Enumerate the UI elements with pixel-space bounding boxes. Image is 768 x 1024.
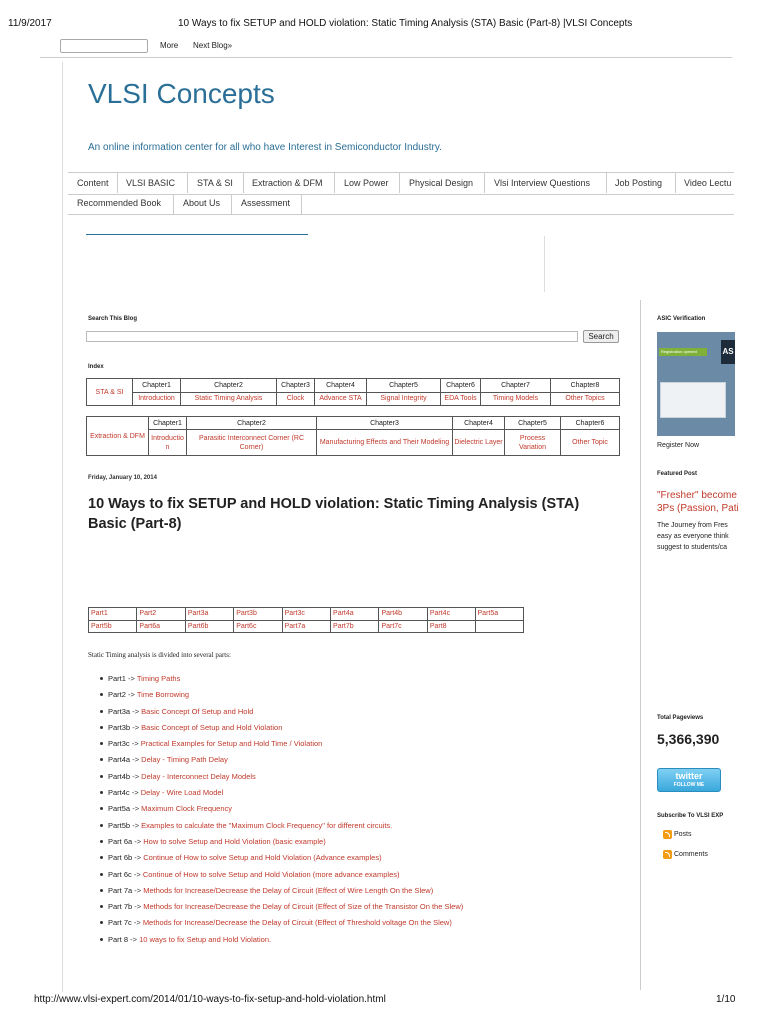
- part-label: Part3c: [108, 739, 130, 749]
- index-chapter-header: Chapter6: [561, 417, 620, 430]
- featured-post-snippet-line3: suggest to students/ca: [657, 544, 728, 551]
- part-label: Part 7b: [108, 902, 133, 912]
- search-heading: Search This Blog: [88, 316, 138, 322]
- tab-interview-questions[interactable]: Vlsi Interview Questions: [494, 178, 591, 188]
- index-topic-link[interactable]: Clock: [277, 392, 315, 406]
- index-dfm-label[interactable]: Extraction & DFM: [87, 417, 149, 456]
- index-table-dfm: [86, 416, 620, 456]
- part-label: Part3b: [108, 722, 131, 732]
- index-chapter-header: Chapter2: [181, 379, 277, 393]
- index-topic-link[interactable]: Signal Integrity: [367, 392, 441, 406]
- list-item: Part3c -> Practical Examples for Setup and Hold Time / Violation: [100, 739, 463, 755]
- index-chapter-header: Chapter8: [551, 379, 620, 393]
- tabs-bottom-border: [68, 214, 734, 215]
- part-link[interactable]: Time Borrowing: [136, 690, 190, 700]
- index-chapter-header: Chapter3: [317, 417, 453, 430]
- list-item: Part4b -> Delay - Interconnect Delay Models: [100, 772, 463, 788]
- part-link[interactable]: Delay - Timing Path Delay: [141, 755, 228, 765]
- blog-search-input[interactable]: [86, 331, 578, 342]
- tab-vlsi-basic[interactable]: VLSI BASIC: [126, 178, 176, 188]
- parts-table-link[interactable]: Part6a: [137, 620, 185, 633]
- list-item: Part 7b -> Methods for Increase/Decrease the Delay of Circuit (Effect of Size of the Transistor On the Slew): [100, 902, 463, 918]
- index-topic-link[interactable]: Introduction: [133, 392, 181, 406]
- part-label: Part 7c: [108, 918, 132, 928]
- asic-banner-badge: AS: [721, 340, 735, 364]
- parts-table-link[interactable]: Part2: [137, 608, 185, 621]
- index-topic-link[interactable]: Process Variation: [505, 430, 561, 456]
- part-link[interactable]: Practical Examples for Setup and Hold Time / Violation: [140, 739, 323, 749]
- index-topic-link[interactable]: Timing Models: [481, 392, 551, 406]
- index-chapter-header: Chapter6: [441, 379, 481, 393]
- asic-verification-heading: ASIC Verification: [657, 316, 706, 322]
- index-chapter-header: Chapter3: [277, 379, 315, 393]
- twitter-follow-button[interactable]: [657, 768, 721, 792]
- asic-verification-banner-image[interactable]: [657, 332, 735, 436]
- tab-assessment[interactable]: Assessment: [241, 198, 291, 208]
- navbar-more-link[interactable]: More: [160, 41, 179, 50]
- tab-separator: [484, 173, 485, 193]
- subscribe-heading: Subscribe To VLSI EXP: [657, 813, 724, 819]
- tab-separator: [334, 173, 335, 193]
- parts-table-link[interactable]: Part7c: [379, 620, 427, 633]
- total-pageviews-heading: Total Pageviews: [657, 715, 704, 721]
- part-label: Part4a: [108, 755, 131, 765]
- featured-post-snippet-line2: easy as everyone think: [657, 533, 729, 540]
- part-label: Part3a: [108, 706, 131, 716]
- tabs-middle-border: [68, 194, 734, 195]
- parts-table-link[interactable]: Part4c: [427, 608, 475, 621]
- index-chapter-header: Chapter5: [367, 379, 441, 393]
- content-border: [62, 62, 63, 992]
- asic-banner-label: Registration opened: [659, 348, 707, 356]
- parts-table-link[interactable]: Part7b: [331, 620, 379, 633]
- index-chapter-header: Chapter4: [315, 379, 367, 393]
- index-topic-link[interactable]: Dielectric Layer: [453, 430, 505, 456]
- part-label: Part2: [108, 690, 126, 700]
- parts-table-link[interactable]: Part5b: [89, 620, 137, 633]
- index-chapter-header: Chapter1: [149, 417, 187, 430]
- tab-content[interactable]: Content: [77, 178, 109, 188]
- parts-table-link[interactable]: Part4a: [331, 608, 379, 621]
- tab-about-us[interactable]: About Us: [183, 198, 221, 208]
- part-link[interactable]: Timing Paths: [136, 674, 181, 683]
- parts-table-empty-cell: [475, 620, 523, 633]
- index-sta-label[interactable]: STA & SI: [87, 379, 133, 406]
- parts-table-link[interactable]: Part3a: [185, 608, 233, 621]
- rss-feed-icon: [663, 850, 672, 859]
- list-item: Part 7a -> Methods for Increase/Decrease the Delay of Circuit (Effect of Wire Length On the Slew): [100, 886, 463, 902]
- twitter-follow-label: FOLLOW ME: [673, 782, 705, 788]
- index-topic-link[interactable]: Advance STA: [315, 392, 367, 406]
- part-link[interactable]: Continue of How to solve Setup and Hold Violation (Advance examples): [143, 853, 382, 863]
- index-chapter-header: Chapter4: [453, 417, 505, 430]
- list-item: Part 6c -> Continue of How to solve Setup and Hold Violation (more advance examples): [100, 870, 463, 886]
- index-table-sta: [86, 378, 620, 406]
- list-item: Part 7c -> Methods for Increase/Decrease the Delay of Circuit (Effect of Threshold voltage On the Slew): [100, 918, 463, 934]
- part-label: Part 6c: [108, 869, 132, 879]
- part-link[interactable]: Delay - Wire Load Model: [140, 788, 224, 798]
- asic-banner-card: [660, 382, 726, 418]
- print-title: 10 Ways to fix SETUP and HOLD violation: Static Timing Analysis (STA) Basic (Part-8) |VLSI Concepts: [178, 18, 633, 29]
- register-now-link[interactable]: Register Now: [657, 442, 700, 449]
- gadget-underline: [86, 234, 308, 235]
- index-chapter-header: Chapter2: [187, 417, 317, 430]
- parts-table-link[interactable]: Part6c: [234, 620, 282, 633]
- index-topic-link[interactable]: Manufacturing Effects and Their Modeling: [317, 430, 453, 456]
- index-topic-link[interactable]: Introductio n: [149, 430, 187, 456]
- index-chapter-header: Chapter1: [133, 379, 181, 393]
- part-link[interactable]: Methods for Increase/Decrease the Delay of Circuit (Effect of Size of the Transistor On the Slew): [143, 902, 464, 912]
- part-label: Part4b: [108, 771, 131, 781]
- tab-low-power[interactable]: Low Power: [344, 178, 389, 188]
- part-link[interactable]: Continue of How to solve Setup and Hold Violation (more advance examples): [142, 869, 400, 879]
- parts-table-link[interactable]: Part8: [427, 620, 475, 633]
- tab-separator: [399, 173, 400, 193]
- parts-table-link[interactable]: Part3c: [282, 608, 330, 621]
- list-item: Part5b -> Examples to calculate the "Maximum Clock Frequency" for different circuits.: [100, 821, 463, 837]
- list-item: Part 6b -> Continue of How to solve Setup and Hold Violation (Advance examples): [100, 853, 463, 869]
- part-link[interactable]: 10 ways to fix Setup and Hold Violation.: [139, 934, 272, 944]
- parts-table: [88, 607, 524, 633]
- list-item: Part 6a -> How to solve Setup and Hold Violation (basic example): [100, 837, 463, 853]
- tab-separator: [173, 194, 174, 214]
- tab-job-posting[interactable]: Job Posting: [615, 178, 663, 188]
- index-topic-link[interactable]: Parasitic Interconnect Corner (RC Corner): [187, 430, 317, 456]
- tab-physical-design[interactable]: Physical Design: [409, 178, 474, 188]
- part-link[interactable]: Methods for Increase/Decrease the Delay of Circuit (Effect of Threshold voltage On the Slew): [142, 918, 452, 928]
- post-date: Friday, January 10, 2014: [88, 475, 157, 481]
- part-label: Part 6a: [108, 836, 133, 846]
- index-chapter-header: Chapter5: [505, 417, 561, 430]
- list-item: Part3b -> Basic Concept of Setup and Hold Violation: [100, 723, 463, 739]
- tab-separator: [117, 173, 118, 193]
- sidebar-divider: [640, 300, 641, 990]
- index-topic-link[interactable]: EDA Tools: [441, 392, 481, 406]
- tab-extraction-dfm[interactable]: Extraction & DFM: [252, 178, 323, 188]
- index-topic-link[interactable]: Other Topic: [561, 430, 620, 456]
- list-item: Part4a -> Delay - Timing Path Delay: [100, 755, 463, 771]
- tab-recommended-book[interactable]: Recommended Book: [77, 198, 162, 208]
- featured-post-title-line2[interactable]: 3Ps (Passion, Pati: [657, 503, 739, 514]
- parts-table-link[interactable]: Part4b: [379, 608, 427, 621]
- tab-separator: [606, 173, 607, 193]
- subscribe-comments-link[interactable]: Comments: [674, 851, 708, 858]
- twitter-icon: twitter: [675, 771, 703, 781]
- tab-video-lectures[interactable]: Video Lectu: [684, 178, 732, 188]
- navbar-divider: [40, 57, 732, 58]
- list-item: Part3a -> Basic Concept Of Setup and Hold: [100, 707, 463, 723]
- part-link[interactable]: Maximum Clock Frequency: [141, 804, 233, 814]
- part-link[interactable]: Basic Concept Of Setup and Hold: [141, 706, 254, 716]
- list-item: Part1 -> Timing Paths: [100, 674, 463, 690]
- part-link[interactable]: Examples to calculate the "Maximum Clock Frequency" for different circuits.: [141, 820, 393, 830]
- navbar-search-input[interactable]: [60, 39, 148, 53]
- rss-feed-icon: [663, 830, 672, 839]
- tab-separator: [187, 173, 188, 193]
- blog-title[interactable]: VLSI Concepts: [88, 78, 275, 109]
- subscribe-posts-link[interactable]: Posts: [674, 831, 692, 838]
- index-chapter-header: Chapter7: [481, 379, 551, 393]
- search-button[interactable]: Search: [583, 330, 619, 343]
- part-label: Part4c: [108, 788, 130, 798]
- part-link[interactable]: Basic Concept of Setup and Hold Violation: [141, 722, 283, 732]
- featured-post-heading: Featured Post: [657, 471, 698, 477]
- list-item: Part4c -> Delay - Wire Load Model: [100, 788, 463, 804]
- print-page-number: 1/10: [716, 994, 736, 1005]
- tabs-top-border: [68, 172, 734, 173]
- part-label: Part5a: [108, 804, 131, 814]
- gadget-divider: [544, 236, 545, 292]
- featured-post-title-line1[interactable]: "Fresher" become: [657, 490, 737, 501]
- part-label: Part 6b: [108, 853, 133, 863]
- tab-separator: [675, 173, 676, 193]
- print-footer-url: http://www.vlsi-expert.com/2014/01/10-ways-to-fix-setup-and-hold-violation.html: [34, 994, 386, 1005]
- tab-sta-si[interactable]: STA & SI: [197, 178, 233, 188]
- index-topic-link[interactable]: Static Timing Analysis: [181, 392, 277, 406]
- part-link[interactable]: Methods for Increase/Decrease the Delay of Circuit (Effect of Wire Length On the Slew): [143, 885, 434, 895]
- part-label: Part 8: [108, 934, 129, 944]
- tab-separator: [231, 194, 232, 214]
- print-date: 11/9/2017: [8, 18, 52, 29]
- part-link[interactable]: Delay - Interconnect Delay Models: [141, 771, 256, 781]
- parts-list: [100, 674, 463, 951]
- list-item: Part5a -> Maximum Clock Frequency: [100, 804, 463, 820]
- parts-table-link[interactable]: Part5a: [475, 608, 523, 621]
- navbar-next-blog-link[interactable]: Next Blog»: [193, 41, 233, 50]
- pageviews-count: 5,366,390: [657, 731, 720, 747]
- post-intro: Static Timing analysis is divided into several parts:: [88, 651, 231, 659]
- part-link[interactable]: How to solve Setup and Hold Violation (basic example): [143, 836, 326, 846]
- index-heading: Index: [88, 364, 104, 370]
- post-title[interactable]: 10 Ways to fix SETUP and HOLD violation: Static Timing Analysis (STA) Basic (Part-8): [88, 496, 580, 532]
- part-label: Part1: [108, 674, 126, 683]
- tab-separator: [243, 173, 244, 193]
- list-item: Part2 -> Time Borrowing: [100, 690, 463, 706]
- parts-table-link[interactable]: Part7a: [282, 620, 330, 633]
- blog-description: An online information center for all who have Interest in Semiconductor Industry.: [88, 142, 442, 153]
- featured-post-snippet-line1: The Journey from Fres: [657, 522, 728, 529]
- part-label: Part5b: [108, 820, 131, 830]
- tab-separator: [301, 194, 302, 214]
- list-item: Part 8 -> 10 ways to fix Setup and Hold Violation.: [100, 935, 463, 951]
- part-label: Part 7a: [108, 885, 133, 895]
- parts-table-link[interactable]: Part1: [89, 608, 137, 621]
- index-topic-link[interactable]: Other Topics: [551, 392, 620, 406]
- parts-table-link[interactable]: Part6b: [185, 620, 233, 633]
- parts-table-link[interactable]: Part3b: [234, 608, 282, 621]
